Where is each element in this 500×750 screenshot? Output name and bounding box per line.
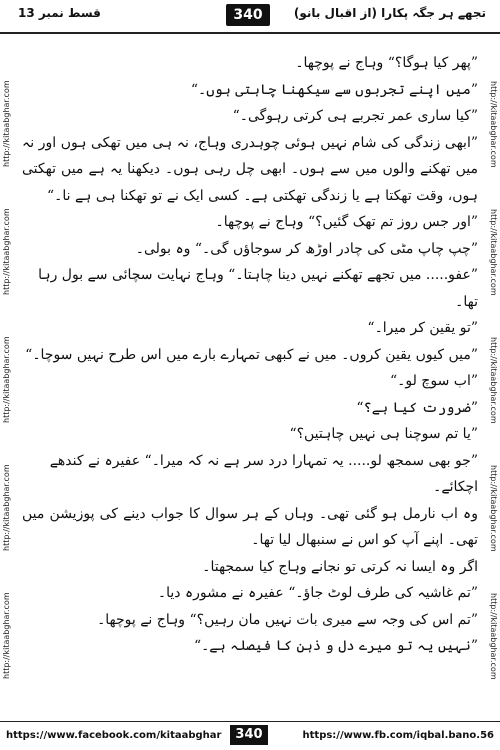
side-url: http://kitaabghar.com xyxy=(2,464,11,552)
story-line: ”چپ چاپ مٹی کی چادر اوڑھ کر سوجاؤں گی۔“ وہ بولی۔ xyxy=(135,240,478,257)
story-line: ”نہیں یہ تو میرے دل و ذہن کا فیصلہ ہے۔“ xyxy=(193,638,478,654)
side-url: http://kitaabghar.com xyxy=(489,336,498,424)
side-url: http://kitaabghar.com xyxy=(489,592,498,680)
side-url: http://kitaabghar.com xyxy=(489,208,498,296)
side-watermark-left xyxy=(2,60,16,700)
side-url: http://kitaabghar.com xyxy=(489,464,498,552)
story-line: ”تم اس کی وجہ سے میری بات نہیں مان رہیں؟“ وہاج نے پوچھا۔ xyxy=(97,611,478,628)
story-line: ”تو یقین کر میرا۔“ xyxy=(367,320,478,336)
story-line: ”عفو..... میں تجھے تھکنے نہیں دینا چاہتا۔“ وہاج نہایت سچائی سے بول رہا تھا۔ xyxy=(38,267,478,310)
facebook-link[interactable]: https://www.facebook.com/kitaabghar xyxy=(6,730,222,741)
side-url: http://kitaabghar.com xyxy=(2,208,11,296)
story-line: ”ضرورت کیا ہے؟“ xyxy=(356,399,478,416)
side-url: http://kitaabghar.com xyxy=(489,80,498,168)
side-watermark-right xyxy=(484,60,498,700)
story-line: ”کیا ساری عمر تجربے ہی کرتی رہوگی۔“ xyxy=(232,108,478,124)
story-line: ”میں اپنے تجربوں سے سیکھنا چاہتی ہوں۔“ xyxy=(190,81,478,98)
story-line: ”پھر کیا ہوگا؟“ وہاج نے پوچھا۔ xyxy=(295,55,478,71)
story-line: ”جو بھی سمجھ لو..... یہ تمہارا درد سر ہے نہ کہ میرا۔“ عفیرہ نے کندھے اچکائے۔ xyxy=(49,452,478,495)
story-line: اگر وہ ایسا نہ کرتی تو نجانے وہاج کیا سمجھتا۔ xyxy=(202,558,478,575)
story-line: ”تم غاشیہ کی طرف لوٹ جاؤ۔“ عفیرہ نے مشورہ دیا۔ xyxy=(157,585,478,601)
story-line: ”میں کیوں یقین کروں۔ میں نے کبھی تمہارے بارے میں اس طرح نہیں سوچا۔“ xyxy=(25,346,478,363)
side-url: http://kitaabghar.com xyxy=(2,592,11,680)
page-footer xyxy=(0,721,500,750)
side-url: http://kitaabghar.com xyxy=(2,336,11,424)
episode-label: قسط نمبر 13 xyxy=(18,6,101,20)
page-header xyxy=(0,0,500,34)
side-url: http://kitaabghar.com xyxy=(2,80,11,168)
page-number-bottom: 340 xyxy=(230,725,268,745)
fb-profile-link[interactable]: https://www.fb.com/iqbal.bano.56 xyxy=(302,730,494,741)
story-paragraph: ”ابھی زندگی کی شام نہیں ہوئی چوہدری وہاج، نہ ہی میں تھکی ہوں اور نہ میں تھکنے والوں میں سے ہوں۔ ابھی چل رہی ہوں۔ دیکھنا یہ ہے میں تھکتی ہوں، وقت تھکتا ہے یا زندگی تھکتی ہے۔ کسی ایک نے تو تھکنا ہی ہے نا۔“ xyxy=(22,134,478,204)
story-body xyxy=(22,50,478,700)
story-paragraph: وہ اب نارمل ہو گئی تھی۔ وہاں کے ہر سوال کا جواب دینے کی پوزیشن میں تھی۔ اپنے آپ کو اس نے سنبھال لیا تھا۔ xyxy=(22,505,478,548)
story-line: ”اور جس روز تم تھک گئیں؟“ وہاج نے پوچھا۔ xyxy=(215,214,478,230)
page-number-top: 340 xyxy=(226,4,270,26)
book-title: تجھے ہر جگہ پکارا (از اقبال بانو) xyxy=(293,6,486,20)
story-line: ”اب سوچ لو۔“ xyxy=(390,373,478,389)
story-line: ”یا تم سوچنا ہی نہیں چاہتیں؟“ xyxy=(289,426,478,442)
